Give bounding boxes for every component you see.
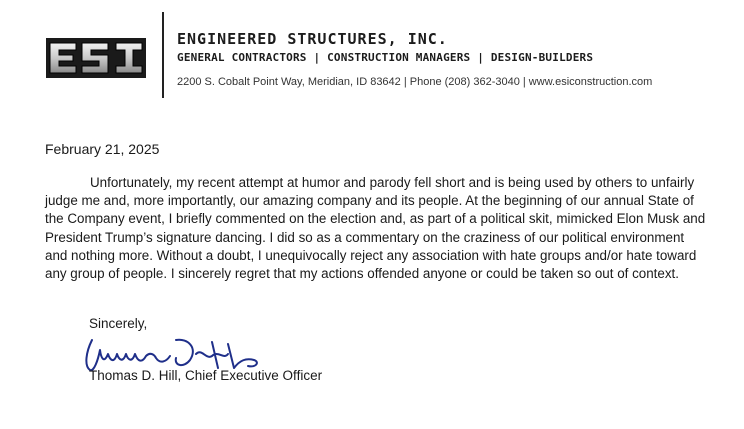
letter-date: February 21, 2025 [45, 141, 160, 157]
signer-name-title: Thomas D. Hill, Chief Executive Officer [89, 368, 323, 383]
company-address: 2200 S. Cobalt Point Way, Meridian, ID 83642 | Phone (208) 362-3040 | www.esiconstruction.com [177, 76, 653, 88]
company-logo [46, 38, 146, 78]
letter-body: Unfortunately, my recent attempt at humor and parody fell short and is being used by others to unfairly judge me and, more importantly, our amazing company and its people. At the beginning of our annual State of the Company event, I briefly commented on the election and, as part of a political skit, mimicked Elon Musk and President Trump’s signature dancing. I did so as a commentary on the craziness of our political environment and nothing more. Without a doubt, I unequivocally reject any association with hate groups and/or hate toward any group of people. I sincerely regret that my actions offended anyone or could be taken so out of context. [45, 175, 706, 282]
company-name: ENGINEERED STRUCTURES, INC. [177, 30, 448, 48]
letterhead-divider [162, 12, 164, 98]
company-tagline: GENERAL CONTRACTORS | CONSTRUCTION MANAGERS | DESIGN-BUILDERS [177, 51, 594, 64]
letter-closing: Sincerely, [89, 316, 148, 331]
